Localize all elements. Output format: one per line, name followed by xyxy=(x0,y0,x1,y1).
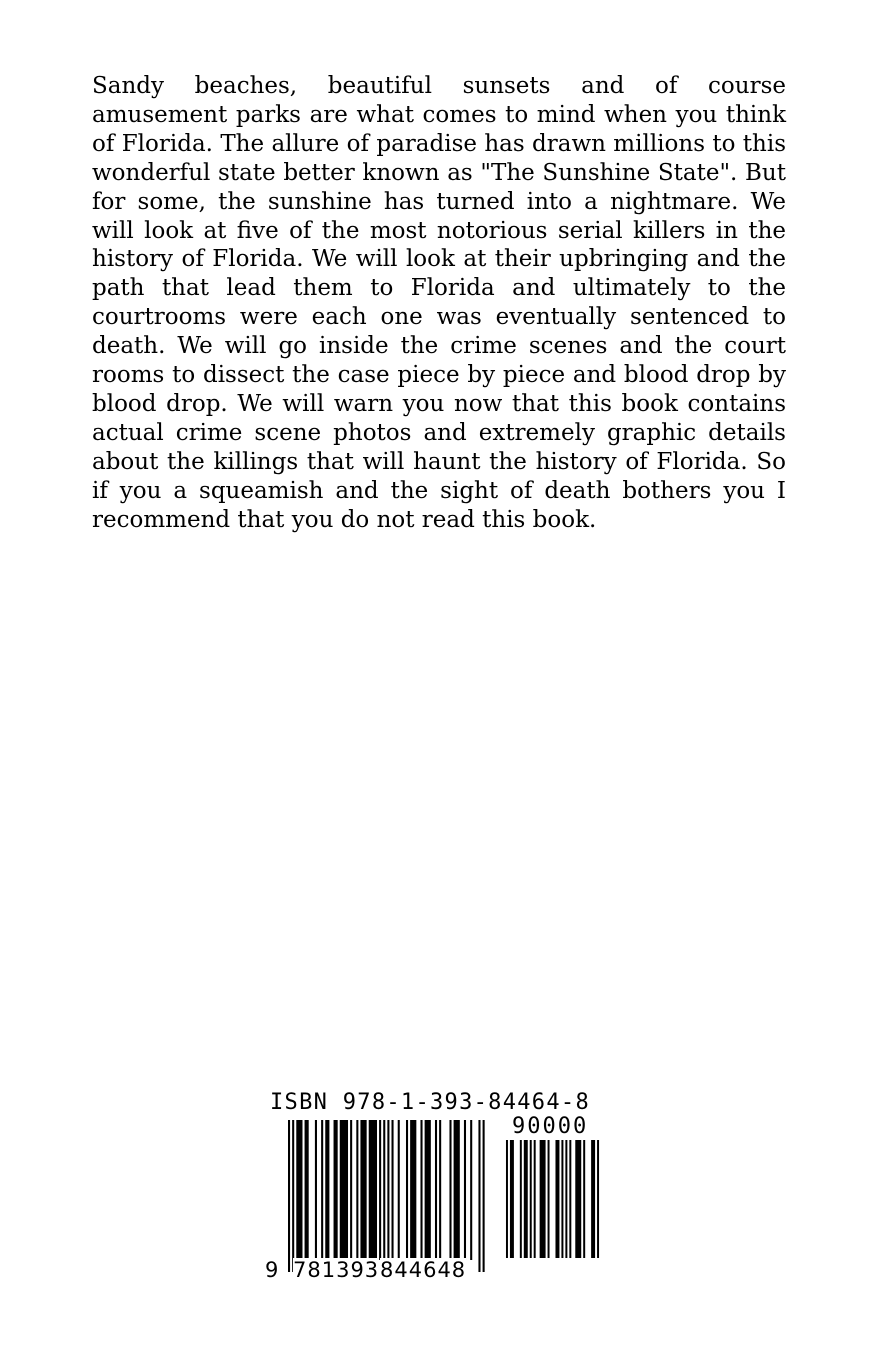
ean-left-digits: 781393 xyxy=(293,1258,380,1282)
addon-bar xyxy=(565,1140,567,1258)
addon-bar xyxy=(534,1140,536,1258)
barcode-bar xyxy=(483,1120,485,1272)
barcode-bar xyxy=(288,1120,290,1272)
addon-bar xyxy=(569,1140,571,1258)
barcode-bar xyxy=(410,1120,416,1260)
barcode-bar xyxy=(398,1120,400,1260)
barcode-bar xyxy=(470,1120,472,1260)
ean-right-digits: 844648 xyxy=(380,1258,467,1282)
barcode-bar xyxy=(435,1120,437,1260)
barcode-bar xyxy=(325,1120,329,1260)
addon-bar xyxy=(524,1140,528,1258)
price-code: 90000 xyxy=(512,1114,589,1139)
barcode-bar xyxy=(392,1120,394,1260)
ean-first-digit: 9 xyxy=(265,1258,279,1282)
barcode-bar xyxy=(334,1120,338,1260)
barcode-bar xyxy=(360,1120,366,1260)
addon-bar xyxy=(575,1140,581,1258)
barcode-bar xyxy=(356,1120,358,1260)
barcode-bar xyxy=(292,1120,294,1272)
addon-bar xyxy=(583,1140,585,1258)
barcode-bar xyxy=(406,1120,408,1260)
addon-bar xyxy=(510,1140,514,1258)
addon-bar xyxy=(540,1140,546,1258)
addon-bar xyxy=(506,1140,508,1258)
barcode-bar xyxy=(454,1120,460,1260)
barcode-bar xyxy=(321,1120,323,1260)
barcode-bar xyxy=(420,1120,422,1260)
barcode-bar xyxy=(449,1120,451,1260)
barcode-bar xyxy=(305,1120,309,1260)
barcode-bar xyxy=(350,1120,352,1260)
addon-bar xyxy=(548,1140,550,1258)
barcode-bar xyxy=(369,1120,377,1260)
barcode-bar xyxy=(439,1120,441,1260)
back-cover-blurb: Sandy beaches, beautiful sunsets and of course amusement parks are what comes to mind when you think of Florida. The allure of paradise has drawn millions to this wonderful state better known as "The Sunshine State". But for some, the sunshine has turned into a nightmare. We will look at five of the most notorious serial killers in the history of Florida. We will look at their upbringing and the path that lead them to Florida and ultimately to the courtrooms were each one was eventually sentenced to death. We will go inside the crime scenes and the court rooms to dissect the case piece by piece and blood drop by blood drop. We will warn you now that this book contains actual crime scene photos and extremely graphic details about the killings that will haunt the history of Florida. So if you a squeamish and the sight of death bothers you I recommend that you do not read this book. xyxy=(92,73,786,533)
barcode-bar xyxy=(315,1120,317,1260)
barcode-bar xyxy=(387,1120,389,1272)
barcode-bar xyxy=(425,1120,431,1260)
addon-bar xyxy=(520,1140,522,1258)
barcode-bar xyxy=(464,1120,466,1260)
barcode-bar xyxy=(379,1120,381,1260)
addon-bar xyxy=(530,1140,532,1258)
barcode-bar xyxy=(383,1120,385,1272)
barcode-bar xyxy=(478,1120,480,1272)
addon-bar xyxy=(597,1140,599,1258)
barcode-bar xyxy=(340,1120,348,1260)
addon-bar xyxy=(561,1140,563,1258)
addon-bar xyxy=(555,1140,559,1258)
barcode-bar xyxy=(296,1120,302,1260)
addon-bar xyxy=(591,1140,595,1258)
isbn-label: ISBN 978-1-393-84464-8 xyxy=(270,1090,590,1115)
isbn-barcode xyxy=(262,1090,612,1290)
